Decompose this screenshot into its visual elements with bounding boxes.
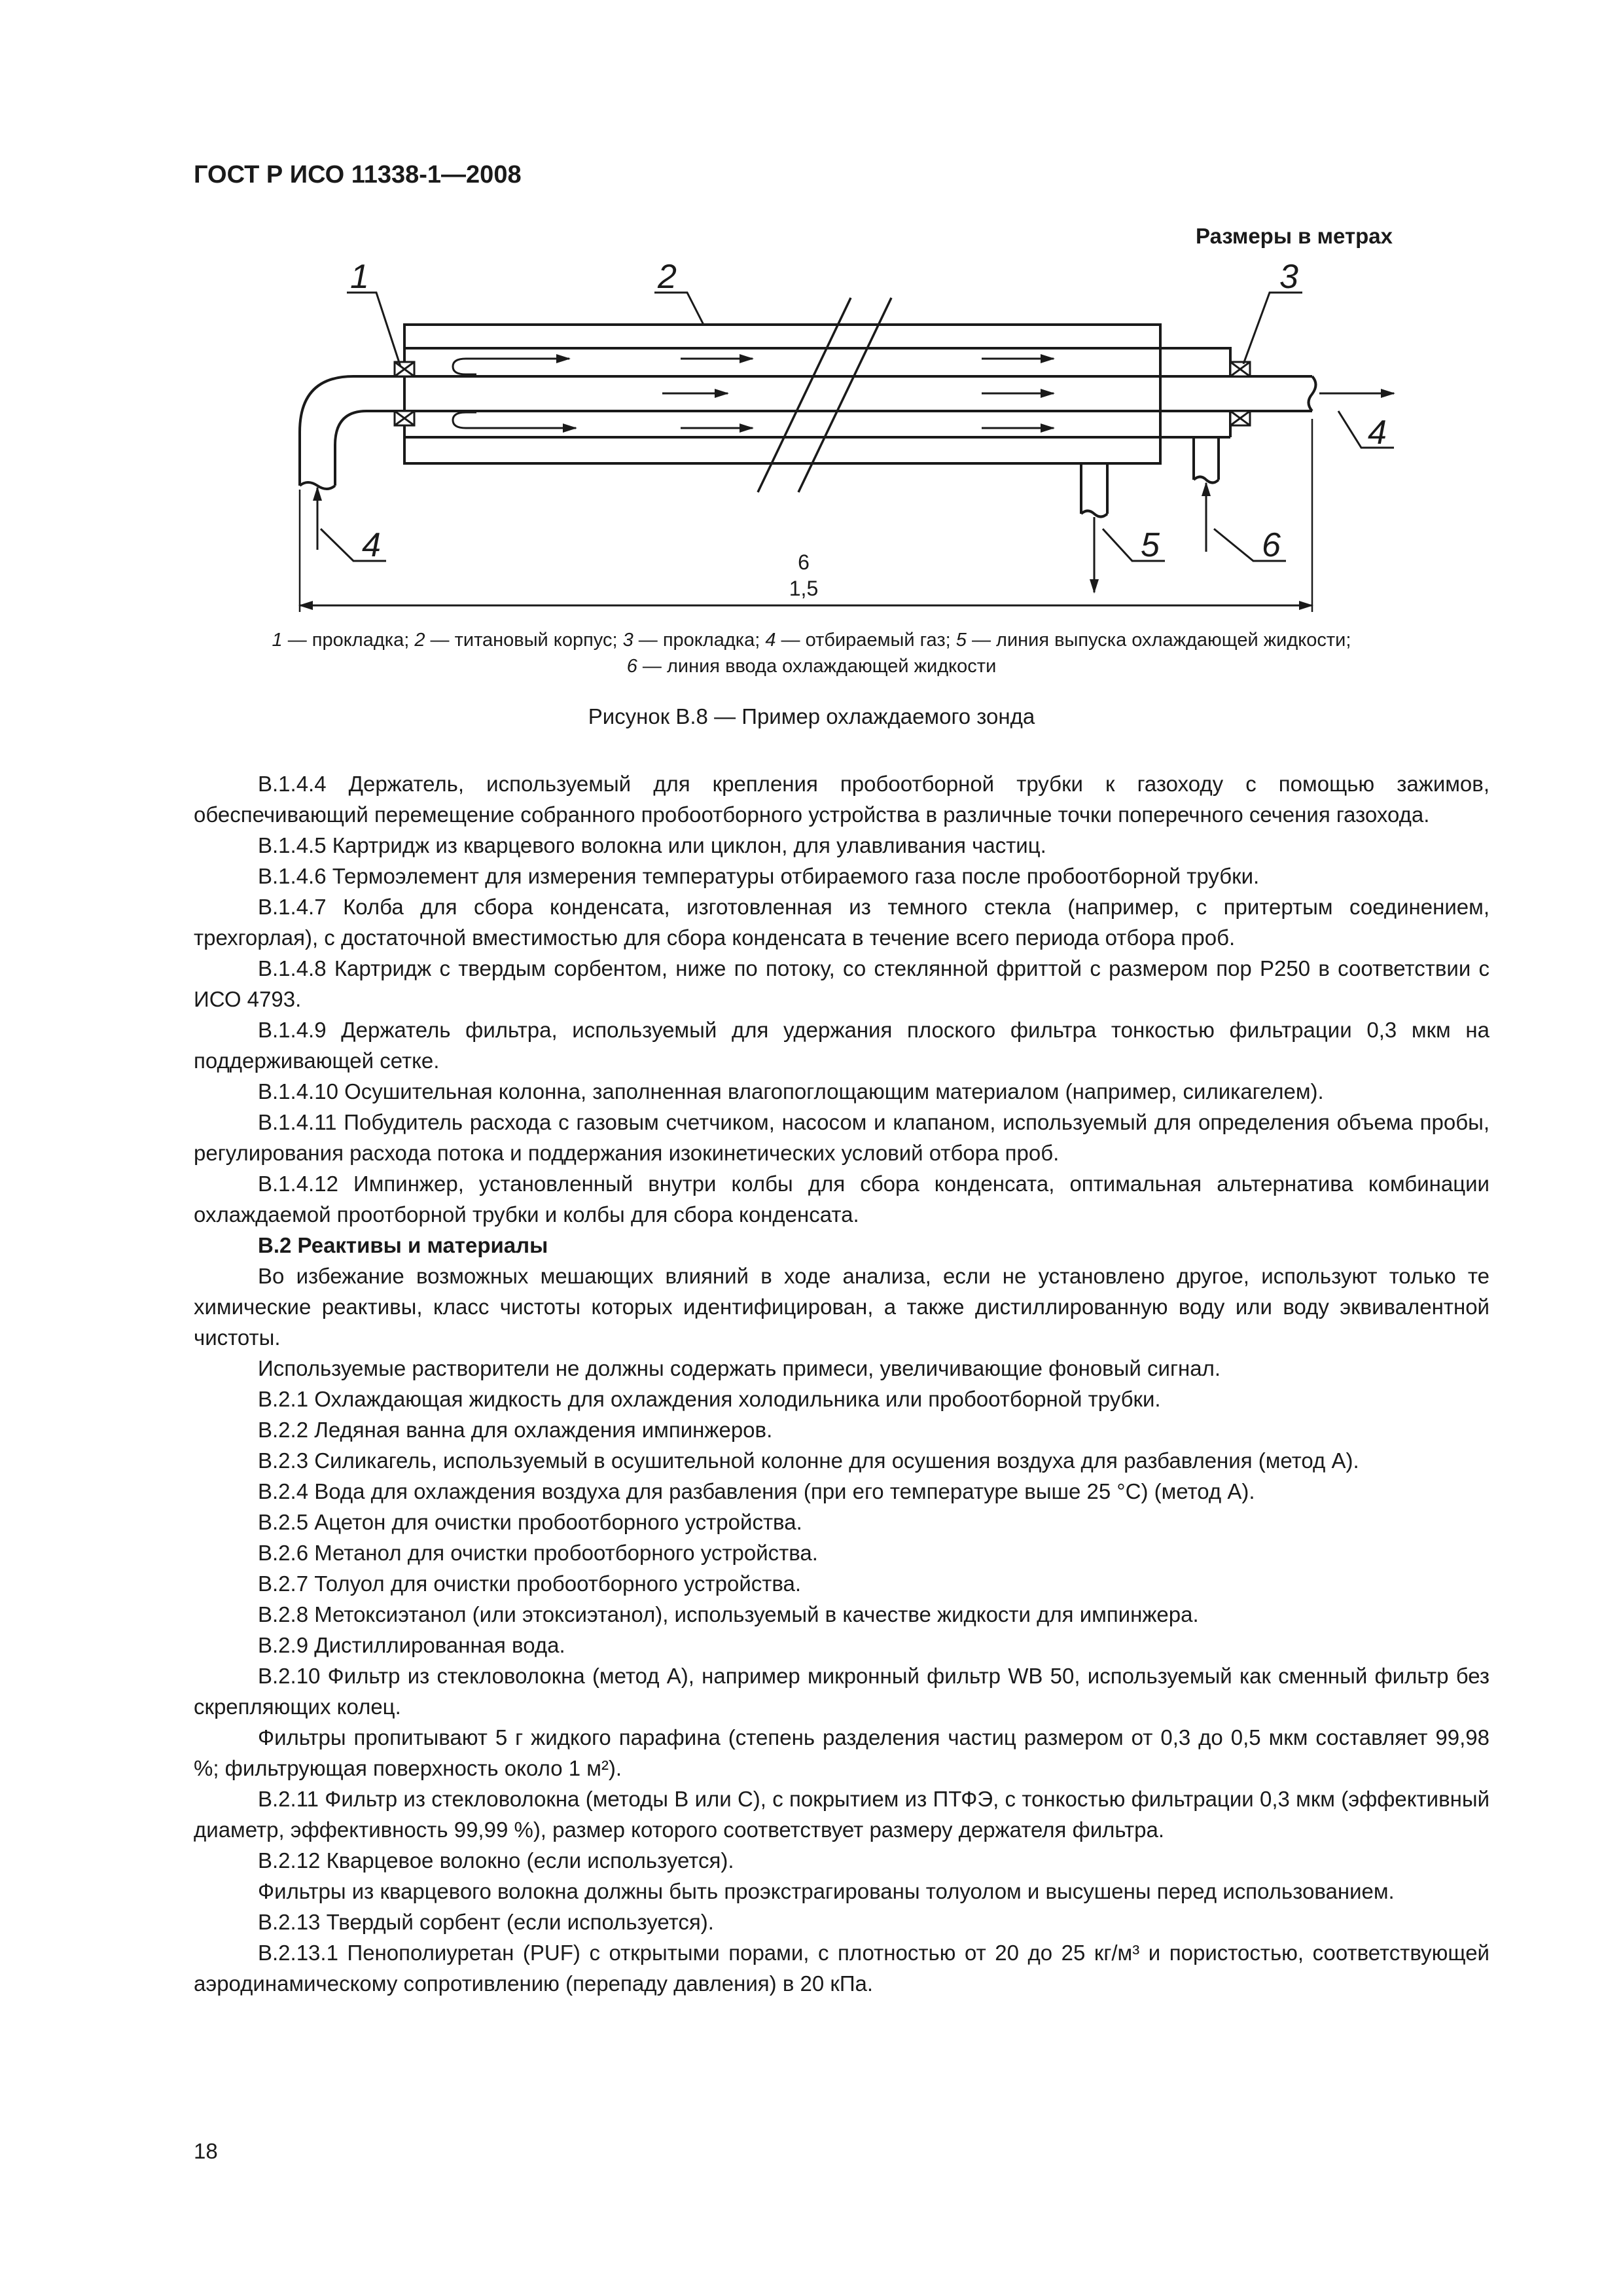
paragraph: В.1.4.10 Осушительная колонна, заполненная влагопоглощающим материалом (например, силикагелем). xyxy=(258,1079,1324,1103)
dimension-top: 6 xyxy=(798,550,810,574)
coolant-sleeve xyxy=(404,348,1230,437)
paragraph: В.2.6 Метанол для очистки пробоотборного устройства. xyxy=(258,1541,818,1565)
label-1: 1 xyxy=(350,258,369,296)
paragraph: В.2.1 Охлаждающая жидкость для охлаждения холодильника или пробоотборной трубки. xyxy=(258,1387,1161,1411)
paragraph: В.2.4 Вода для охлаждения воздуха для разбавления (при его температуре выше 25 °C) (метод А). xyxy=(258,1479,1255,1503)
inlet-bend xyxy=(300,376,404,486)
label-2: 2 xyxy=(658,258,677,296)
section-heading: В.2 Реактивы и материалы xyxy=(258,1233,548,1257)
paragraph: В.1.4.4 Держатель, используемый для крепления пробоотборной трубки к газоходу с помощью зажимов, обеспечивающий перемещение собранного пробоотборного устройства в различные точки поперечного сечения газохода. xyxy=(194,772,1489,827)
paragraph: Во избежание возможных мешающих влияний в ходе анализа, если не установлено другое, используют только те химические реактивы, класс чистоты которых идентифицирован, а также дистиллированную воду или воду эквивалентной чистоты. xyxy=(194,1264,1489,1350)
figure-caption: Рисунок В.8 — Пример охлаждаемого зонда xyxy=(588,704,1035,728)
paragraph: В.1.4.6 Термоэлемент для измерения температуры отбираемого газа после пробоотборной трубки. xyxy=(258,864,1260,888)
document-header: ГОСТ Р ИСО 11338-1—2008 xyxy=(194,161,522,188)
coolant-outlet-pipe xyxy=(1081,463,1107,514)
leader-3 xyxy=(1243,293,1302,364)
paragraph: Используемые растворители не должны содержать примеси, увеличивающие фоновый сигнал. xyxy=(258,1356,1221,1380)
paragraph: В.1.4.12 Импинжер, установленный внутри колбы для сбора конденсата, оптимальная альтернатива комбинации охлаждаемой проотборной трубки и колбы для сбора конденсата. xyxy=(194,1172,1489,1227)
paragraph: В.2.5 Ацетон для очистки пробоотборного устройства. xyxy=(258,1510,802,1534)
paragraph: В.2.7 Толуол для очистки пробоотборного устройства. xyxy=(258,1571,802,1596)
leader-1 xyxy=(347,293,401,367)
paragraph: В.2.11 Фильтр из стекловолокна (методы В или С), с покрытием из ПТФЭ, с тонкостью фильтрации 0,3 мкм (эффективный диаметр, эффективность 99,99 %), размер которого соответствует размеру держателя фильтра. xyxy=(194,1787,1489,1842)
paragraph: В.1.4.11 Побудитель расхода с газовым счетчиком, насосом и клапаном, используемый для определения объема пробы, регулирования расхода потока и поддержания изокинетических условий отбора проб. xyxy=(194,1110,1489,1165)
leader-2 xyxy=(654,293,704,325)
label-3: 3 xyxy=(1279,258,1298,296)
label-5: 5 xyxy=(1141,526,1160,564)
dimension-bottom: 1,5 xyxy=(789,577,819,600)
cooled-probe-diagram xyxy=(0,249,1623,615)
label-6: 6 xyxy=(1262,526,1281,564)
figure-legend xyxy=(216,627,1407,679)
paragraph: В.2.12 Кварцевое волокно (если используется). xyxy=(258,1848,734,1873)
legend-line-1: 1 — прокладка; 2 — титановый корпус; 3 — прокладка; 4 — отбираемый газ; 5 — линия выпуска охлаждающей жидкости; xyxy=(272,630,1351,651)
coolant-inlet-pipe xyxy=(1194,437,1219,480)
paragraph: В.2.13.1 Пенополиуретан (PUF) с открытыми порами, с плотностью от 20 до 25 кг/м³ и пористостью, соответствующей аэродинамическому сопротивлению (перепаду давления) в 20 кПа. xyxy=(194,1941,1489,1996)
paragraph: Фильтры из кварцевого волокна должны быть проэкстрагированы толуолом и высушены перед использованием. xyxy=(258,1879,1395,1903)
legend-line-2: 6 — линия ввода охлаждающей жидкости xyxy=(626,656,997,677)
paragraph: В.2.8 Метоксиэтанол (или этоксиэтанол), используемый в качестве жидкости для импинжера. xyxy=(258,1602,1199,1626)
sample-tube xyxy=(404,376,1312,411)
page-number: 18 xyxy=(194,2139,218,2163)
paragraph: В.1.4.8 Картридж с твердым сорбентом, ниже по потоку, со стеклянной фриттой с размером пор P250 в соответствии с ИСО 4793. xyxy=(194,956,1489,1011)
paragraph: В.2.9 Дистиллированная вода. xyxy=(258,1633,565,1657)
paragraph: Фильтры пропитывают 5 г жидкого парафина (степень разделения частиц размером от 0,3 до 0,5 мкм составляет 99,98 %; фильтрующая поверхность около 1 м²). xyxy=(194,1725,1489,1780)
paragraph: В.1.4.7 Колба для сбора конденсата, изготовленная из темного стекла (например, с притертым соединением, трехгорлая), с достаточной вместимостью для сбора конденсата в течение всего периода отбора проб. xyxy=(194,895,1489,950)
paragraph: В.2.2 Ледяная ванна для охлаждения импинжеров. xyxy=(258,1418,773,1442)
dimensions-note: Размеры в метрах xyxy=(1196,224,1393,248)
label-4-right: 4 xyxy=(1368,414,1387,452)
body-text xyxy=(194,768,1489,1999)
label-4-left: 4 xyxy=(362,526,381,564)
paragraph: В.2.3 Силикагель, используемый в осушительной колонне для осушения воздуха для разбавления (метод А). xyxy=(258,1448,1359,1473)
paragraph: В.1.4.9 Держатель фильтра, используемый для удержания плоского фильтра тонкостью фильтрации 0,3 мкм на поддерживающей сетке. xyxy=(194,1018,1489,1073)
paragraph: В.2.13 Твердый сорбент (если используется). xyxy=(258,1910,714,1934)
paragraph: В.1.4.5 Картридж из кварцевого волокна или циклон, для улавливания частиц. xyxy=(258,833,1046,857)
paragraph: В.2.10 Фильтр из стекловолокна (метод А), например микронный фильтр WB 50, используемый как сменный фильтр без скрепляющих колец. xyxy=(194,1664,1489,1719)
